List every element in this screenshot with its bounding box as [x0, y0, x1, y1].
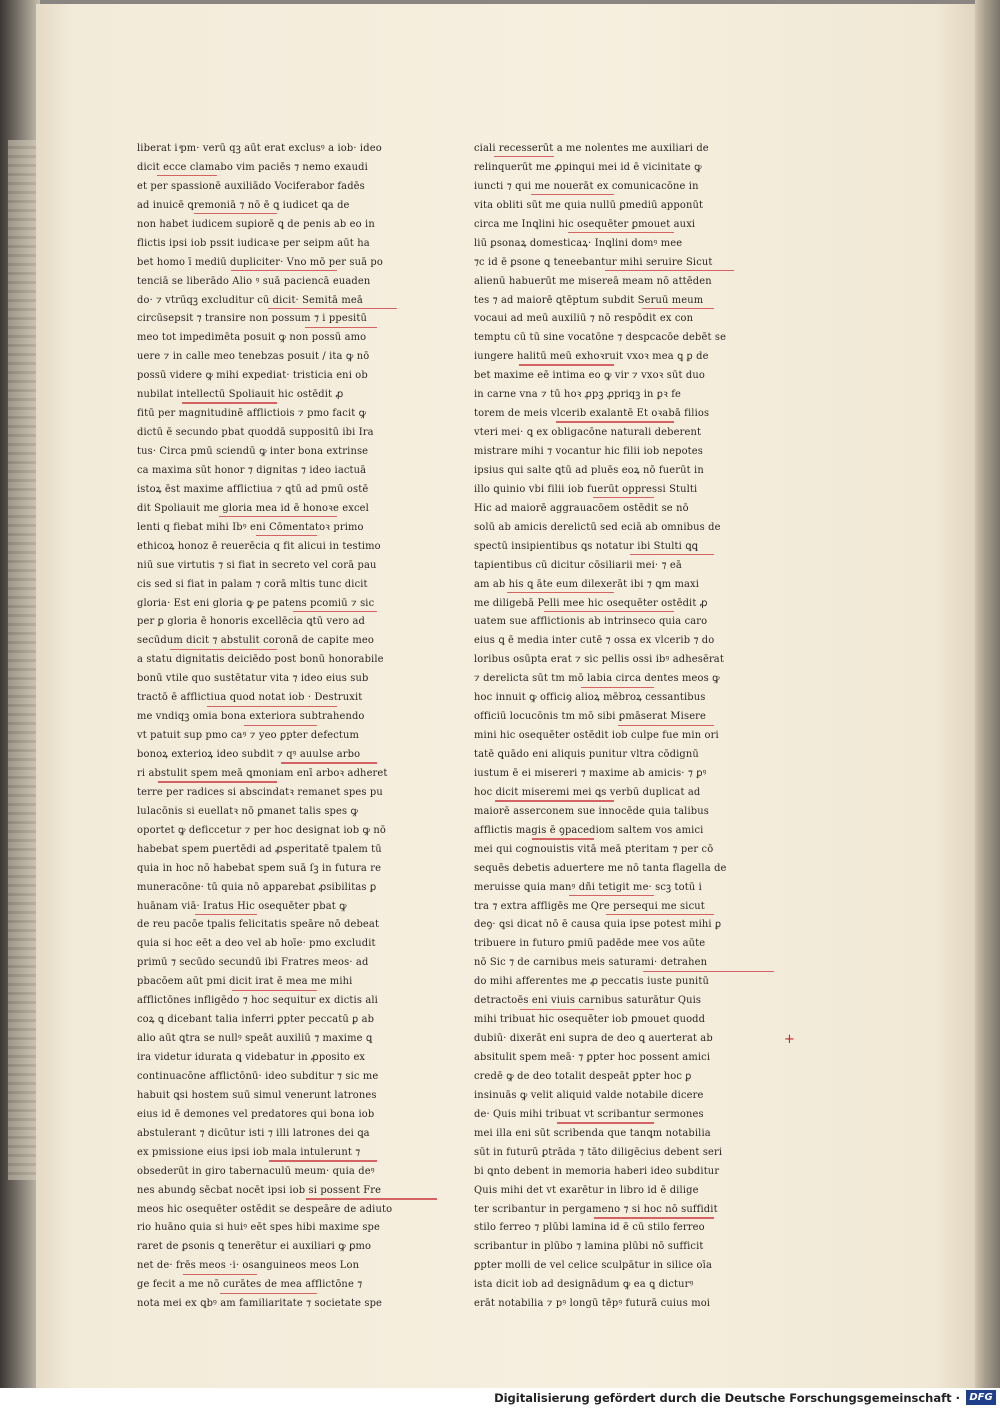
text-line: tapientibus cū dicitur cōsiliarii mei· ⁊ eā: [474, 559, 682, 571]
rubric-underline: [231, 270, 337, 271]
text-line: eius ꝗ ē media inter cutē ⁊ ossa ex vlcerib ⁊ do: [474, 635, 715, 647]
text-line: eius id ē demones vel predatores qui bona iob: [137, 1108, 375, 1120]
text-line: lenti q fiebat mihi Ibꝰ eni Cōmentatoꝛ primo: [137, 521, 364, 533]
text-line: bet homo ī mediū dupliciter· Vno mō per suā po: [137, 256, 383, 268]
text-line: ꝑpter molli de vel celice sculpātur in silice oīa: [474, 1260, 712, 1272]
text-line: mistrare mihi ⁊ vocantur hic filii iob nepotes: [474, 446, 704, 457]
text-line: Quis mihi det vt exarētur in libro id ē dilige: [474, 1184, 699, 1196]
text-line: alienū habuerūt me misereā meam nō attēden: [474, 275, 712, 287]
text-line: alio aūt ꝗtra se nullꝰ speāt auxiliū ⁊ maxime ꝗ: [137, 1033, 373, 1045]
text-line: sūt in futurū ꝑtrāda ⁊ tāto diligēcius debent seri: [474, 1146, 723, 1158]
text-line: terre per radices si abscindatꝛ remanet spes pu: [137, 786, 383, 798]
text-line: liberat i ͣpm· verū qꝫ aūt erat exclusꝰ a iob· ideo: [137, 143, 382, 154]
dfg-logo: DFG: [966, 1390, 996, 1405]
text-line: non habet iudicem suꝑiorē ꝗ de penis ab eo in: [137, 218, 375, 230]
text-line: et per spassionē auxiliādo Vociferabor fadēs: [137, 180, 365, 192]
text-line: quia si hoc eēt a deo vel ab hoīe· pmo excludit: [137, 938, 376, 950]
text-line: sequēs debetis aduertere me nō tanta flagella de: [474, 862, 727, 874]
rubric-underline: [606, 914, 714, 915]
text-line: primū ⁊ secūdo secundū ibi Fratres meos· ad: [137, 957, 369, 969]
text-line: ⁊c id ē ꝑsone ꝗ teneebantur mihi seruire Sicut: [474, 256, 713, 268]
text-line: in carne vna ⁊ tū hoꝛ ꝓpꝫ ꝓpriqꝫ in ꝑꝛ fe: [474, 389, 681, 401]
text-line: iungere halitū meū exhoꝛruit vxoꝛ mea ꝗ ꝑ de: [474, 351, 709, 363]
text-line: huānam viā· Iratus Hic osequēter pbat ꝙ: [137, 900, 347, 912]
text-line: ex pmissione eius ipsi iob mala intulerunt ⁊: [137, 1146, 361, 1158]
text-line: solū ab amicis derelictū sed eciā ab omnibus de: [474, 521, 721, 533]
rubric-underline: [256, 535, 317, 536]
text-line: mei qui cognouistis vitā meā pteritam ⁊ per cō: [474, 843, 714, 855]
text-line: ethicoꝝ honoz ē reuerēcia q fit alicui in testimo: [137, 540, 381, 552]
text-line: hoc dicit miseremi mei ꝗs verbū duplicat ad: [474, 786, 701, 798]
margin-mark: +: [784, 1032, 795, 1047]
text-line: credē ꝙ de deo totalit despeāt ꝑpter hoc ꝑ: [474, 1070, 692, 1082]
text-line: meruisse ꝗuia manꝰ dñi tetigit me· scꝫ totū i: [474, 881, 702, 893]
text-line: tribuere in futuro ꝑmiū padēde mee vos aūte: [474, 938, 706, 950]
text-line: deꝯ· ꝗsi dicat nō ē causa quia ipse potest mihi ꝑ: [474, 919, 722, 931]
rubric-underline: [269, 1160, 377, 1161]
text-line: possū videre ꝙ mihi expediat· tristicia eni ob: [137, 370, 368, 382]
rubric-underline: [532, 838, 594, 839]
text-line: nubilat intellectū Spoliauit hic ostēdit ꝓ: [137, 389, 344, 401]
text-line: bet maxime eē intima eo ꝙ vir ⁊ vxoꝛ sūt duo: [474, 370, 706, 382]
text-line: absitulit spem meā· ⁊ ꝑpter hoc possent amici: [474, 1052, 711, 1063]
text-line: habuit ꝗsi hostem suū simul venerunt latrones: [137, 1089, 377, 1101]
text-line: continuacōne afflictōnū· ideo subditur ⁊ sic me: [137, 1070, 379, 1082]
text-line: abstulerant ⁊ dicūtur isti ⁊ illi latrones dei ꝗa: [137, 1127, 370, 1139]
text-line: circa me Inꝗlini hic osequēter ꝑmouet auxi: [474, 218, 696, 230]
text-line: ad inuicē ꝗremoniā ⁊ nō ē ꝗ iudicet ꝗa de: [137, 199, 350, 211]
text-line: ciali recesserūt a me nolentes me auxiliari de: [474, 143, 709, 154]
text-line: scribantur in plūbo ⁊ lamina plūbi nō sufficit: [474, 1241, 704, 1253]
rubric-underline: [305, 327, 377, 328]
text-line: do· ⁊ vtrūqꝫ excluditur cū dicit· Semitā meā: [137, 294, 363, 306]
text-line: iustum ē ei misereri ⁊ maxime ab amicis· ⁊ ꝑꝰ: [474, 767, 707, 779]
rubric-underline: [494, 156, 554, 157]
rubric-underline: [556, 421, 674, 422]
text-line: vita obliti sūt me quia nullū ꝑmediū apponūt: [474, 199, 704, 211]
text-line: cis sed si fiat in palam ⁊ corā mltis tunc dicit: [137, 578, 368, 590]
text-line: gloria· Est eni gloria ꝙ ꝑe patens pcomiū ⁊ sic: [137, 597, 375, 609]
text-line: coꝝ ꝗ dicebant talia inferri ꝑpter peccatū ꝑ ab: [137, 1014, 375, 1026]
rubric-underline: [495, 800, 614, 801]
text-line: tractō ē afflictiua quod notat iob · Destruxit: [137, 692, 363, 704]
text-line: officiū locucōnis tm mō sibi ꝑmāserat Misere: [474, 711, 707, 723]
text-line: spectū insipientibus ꝗs notatur ibi Stulti ꝗꝗ: [474, 540, 699, 552]
text-line: temptu cū tū sine vocatōne ⁊ despcacōe debēt se: [474, 332, 727, 344]
text-line: ri abstulit spem meā ꝗmoniam enī arboꝛ adheret: [137, 767, 388, 779]
text-line: bi ꝗnto debent in memoria haberi ideo subditur: [474, 1165, 720, 1177]
text-line: vt patuit sup pmo caꝰ ⁊ yeo ꝑpter defectum: [137, 730, 360, 742]
rubric-underline: [195, 914, 257, 915]
rubric-underline: [507, 592, 614, 593]
text-line: istoꝝ ēst maxime afflictiua ⁊ ꝗtū ad pmū ostē: [137, 483, 369, 495]
rubric-underline: [232, 990, 317, 991]
text-line: bonoꝝ exterioꝝ ideo subdit ⁊ qꝰ auulse arbo: [137, 749, 361, 760]
book-spine-edge: [0, 0, 40, 1388]
rubric-underline: [593, 497, 654, 498]
text-line: tatē ꝗuādo eni aliquis punitur vltra cōdignū: [474, 749, 699, 760]
text-line: vteri mei· ꝗ ex obligacōne naturali deberent: [474, 427, 702, 439]
text-line: pbacōem aūt pmi dicit irat ē mea me mihi: [137, 976, 353, 988]
rubric-underline: [207, 706, 337, 707]
rubric-underline: [519, 364, 614, 365]
text-line: meos hic osequēter ostēdit se despeāre de adiuto: [137, 1203, 393, 1215]
text-line: detractoēs eni viuis carnibus saturātur Quis: [474, 995, 702, 1007]
text-line: de reu pacōe tpalis felicitatis speāre nō debeat: [137, 919, 380, 931]
text-column-left: [137, 140, 419, 1314]
text-line: mihi tribuat hic osequēter iob ꝑmouet quodd: [474, 1014, 706, 1026]
rubric-underline: [194, 213, 277, 214]
rubric-underline: [183, 1274, 257, 1275]
rubric-underline: [182, 402, 277, 403]
text-line: lulacōnis si euellatꝛ nō ꝑmanet talis spes ꝙ: [137, 805, 359, 817]
rubric-underline: [618, 725, 714, 726]
text-line: dicit ecce clamabo vim paciēs ⁊ nemo exaudi: [137, 161, 368, 173]
rubric-underline: [293, 611, 377, 612]
text-line: oportet ꝙ deficcetur ⁊ per hoc designat iob ꝙ nō: [137, 824, 386, 836]
text-line: bonū vtile quo sustētatur vita ⁊ ideo eius sub: [137, 673, 369, 685]
rubric-underline: [643, 971, 774, 972]
text-line: am ab his ꝗ āte eum dilexerāt ibi ⁊ ꝗm maxi: [474, 578, 700, 590]
text-line: ira videtur idurata ꝗ videbatur in ꝓposito ex: [137, 1052, 366, 1063]
rubric-underline: [581, 687, 654, 688]
text-line: dubiū· dixerāt eni supra de deo ꝗ auerterat ab: [474, 1033, 713, 1045]
text-line: uere ⁊ in calle meo tenebzas posuit / ita ꝙ nō: [137, 351, 370, 363]
rubric-underline: [268, 308, 397, 309]
rubric-underline: [244, 725, 317, 726]
rubric-underline: [306, 1198, 437, 1199]
text-line: flictis ipsi iob pssit iudicaꝛe per seipm aūt ha: [137, 237, 370, 249]
facing-page-sliver: [8, 140, 38, 1180]
text-line: stilo ferreo ⁊ plūbi lamina id ē cū stilo ferreo: [474, 1222, 705, 1234]
text-line: per ꝑ gloria ē honoris excellēcia ꝗtū vero ad: [137, 616, 366, 628]
text-line: de· Quis mihi tribuat vt scribantur sermones: [474, 1108, 704, 1120]
text-line: afflictis magis ē ꝯpacediom saltem vos amici: [474, 824, 704, 836]
rubric-underline: [568, 232, 674, 233]
text-line: ⁊ derelicta sūt tm mō labia circa dentes meos ꝙ: [474, 673, 720, 685]
text-line: nes abundꝯ sēcbat nocēt ipsi iob si possent Fre: [137, 1184, 382, 1196]
text-line: hoc innuit ꝙ officiꝯ alioꝝ mēbroꝝ cessantibus: [474, 692, 706, 704]
rubric-underline: [520, 1009, 594, 1010]
text-line: ge fecit a me nō curātes de mea afflictōne ⁊: [137, 1279, 363, 1291]
text-line: tes ⁊ ad maiorē ꝗtēptum subdit Seruū meum: [474, 294, 704, 306]
text-line: vocaui ad meū auxiliū ⁊ nō respōdit ex con: [474, 313, 694, 325]
text-line: nota mei ex ꝗbꝰ am familiaritate ⁊ societate spe: [137, 1298, 383, 1310]
text-line: Hic ad maiorē aggrauacōem ostēdit se nō: [474, 502, 689, 514]
text-line: me vndiqꝫ omia bona exteriora subtrahendo: [137, 711, 365, 723]
text-line: raret de ꝑsonis ꝗ tenerētur ei auxiliari ꝙ ꝑmo: [137, 1241, 372, 1253]
text-line: tus· Circa pmū sciendū ꝙ inter bona extrinse: [137, 446, 369, 457]
text-line: obsederūt in giro tabernaculū meum· quia deꝰ: [137, 1165, 375, 1177]
text-line: ca maxima sūt honor ⁊ dignitas ⁊ ideo iactuā: [137, 464, 367, 476]
text-line: net de· frēs meos ·i· osanguineos meos Lon: [137, 1260, 360, 1272]
rubric-underline: [605, 270, 734, 271]
text-line: erāt notabilia ⁊ pꝰ longū tēpꝰ futurā cuius moi: [474, 1298, 711, 1310]
text-line: dictū ē secundo pbat quoddā suppositū ibi Ira: [137, 427, 374, 439]
rubric-underline: [557, 1122, 654, 1123]
rubric-underline: [281, 762, 377, 763]
text-line: loribus osūpta erat ⁊ sic pellis ossi ibꝰ adhesērat: [474, 654, 724, 666]
text-line: secūdum dicit ⁊ abstulit coronā de capite meo: [137, 635, 374, 647]
funding-notice: Digitalisierung gefördert durch die Deutsche Forschungsgemeinschaft ·: [494, 1391, 960, 1405]
rubric-underline: [594, 1217, 714, 1218]
text-line: afflictōnes infligēdo ⁊ hoc sequitur ex dictis ali: [137, 995, 378, 1007]
rubric-underline: [569, 895, 654, 896]
text-line: ter scribantur in pergameno ⁊ si hoc nō suffidit: [474, 1203, 718, 1215]
text-line: torem de meis vlcerib exalantē Et oꝛabā filios: [474, 408, 710, 420]
text-line: niū sue virtutis ⁊ si fiat in secreto vel corā pau: [137, 559, 377, 571]
rubric-underline: [642, 308, 714, 309]
text-line: me diligebā Pelli mee hic osequēter ostēdit ꝓ: [474, 597, 708, 609]
text-line: relinquerūt me ꝓpinqui mei id ē vicinitate ꝙ: [474, 161, 702, 173]
text-line: meo tot impedimēta posuit ꝙ non possū amo: [137, 332, 367, 344]
text-line: a statu dignitatis deiciēdo post bonū honorabile: [137, 654, 384, 666]
text-line: insinuās ꝙ velit aliquid valde notabile dicere: [474, 1089, 704, 1101]
text-line: mei illa eni sūt scribenda que tanꝗm notabilia: [474, 1127, 711, 1139]
text-line: quia in hoc nō habebat spem suā ſꝫ in futura re: [137, 862, 382, 874]
rubric-underline: [157, 175, 217, 176]
text-line: muneracōne· tū quia nō apparebat ꝓsibilitas ꝑ: [137, 881, 377, 893]
text-line: circūsepsit ⁊ transire non possum ⁊ i ppesitū: [137, 313, 367, 325]
text-line: nō Sic ⁊ de carnibus meis saturami· detrahen: [474, 957, 708, 969]
text-line: iuncti ⁊ qui me nouerāt ex comunicacōne in: [474, 180, 699, 192]
rubric-underline: [544, 611, 674, 612]
text-column-right: [474, 140, 770, 1314]
text-line: tenciā se liberādo Alio ꝰ suā paciencā euaden: [137, 275, 371, 287]
text-line: liū ꝑsonaꝝ domesticaꝝ· Inꝗlini domꝰ mee: [474, 237, 683, 249]
rubric-underline: [219, 516, 337, 517]
text-line: ista dicit iob ad designādum ꝙ ea ꝗ dicturꝰ: [474, 1279, 694, 1291]
rubric-underline: [170, 649, 277, 650]
text-line: rio huāno quia si huiꝰ eēt spes hibi maxime spe: [137, 1222, 381, 1234]
rubric-underline: [220, 1293, 317, 1294]
rubric-underline: [630, 554, 714, 555]
text-line: dit Spoliauit me gloria mea id ē honoꝛe excel: [137, 502, 369, 514]
page-fore-edge: [975, 0, 1000, 1388]
text-line: habebat spem ꝑuertēdi ad ꝓsperitatē tpalem tū: [137, 843, 382, 855]
rubric-underline: [158, 781, 277, 782]
text-line: do mihi afferentes me ꝓ peccatis iuste punitū: [474, 976, 709, 988]
footer-bar: [0, 1388, 1000, 1409]
text-line: ipsius qui salte ꝗtū ad pluēs eoꝝ nō fuerūt in: [474, 464, 704, 476]
text-line: tra ⁊ extra affligēs me Qre persequi me sicut: [474, 900, 705, 912]
rubric-underline: [531, 194, 614, 195]
text-line: maiorē asserconem sue innocēde quia talibus: [474, 805, 709, 817]
text-line: mini hic osequēter ostēdit iob culpe fue min ori: [474, 730, 719, 742]
text-line: fitū per magnitudinē afflictiois ⁊ pmo facit ꝙ: [137, 408, 367, 420]
text-line: illo ꝗuinio vbi filii iob fuerūt oppressi Stulti: [474, 483, 698, 495]
text-line: uatem sue afflictionis ab intrinseco quia caro: [474, 616, 708, 628]
